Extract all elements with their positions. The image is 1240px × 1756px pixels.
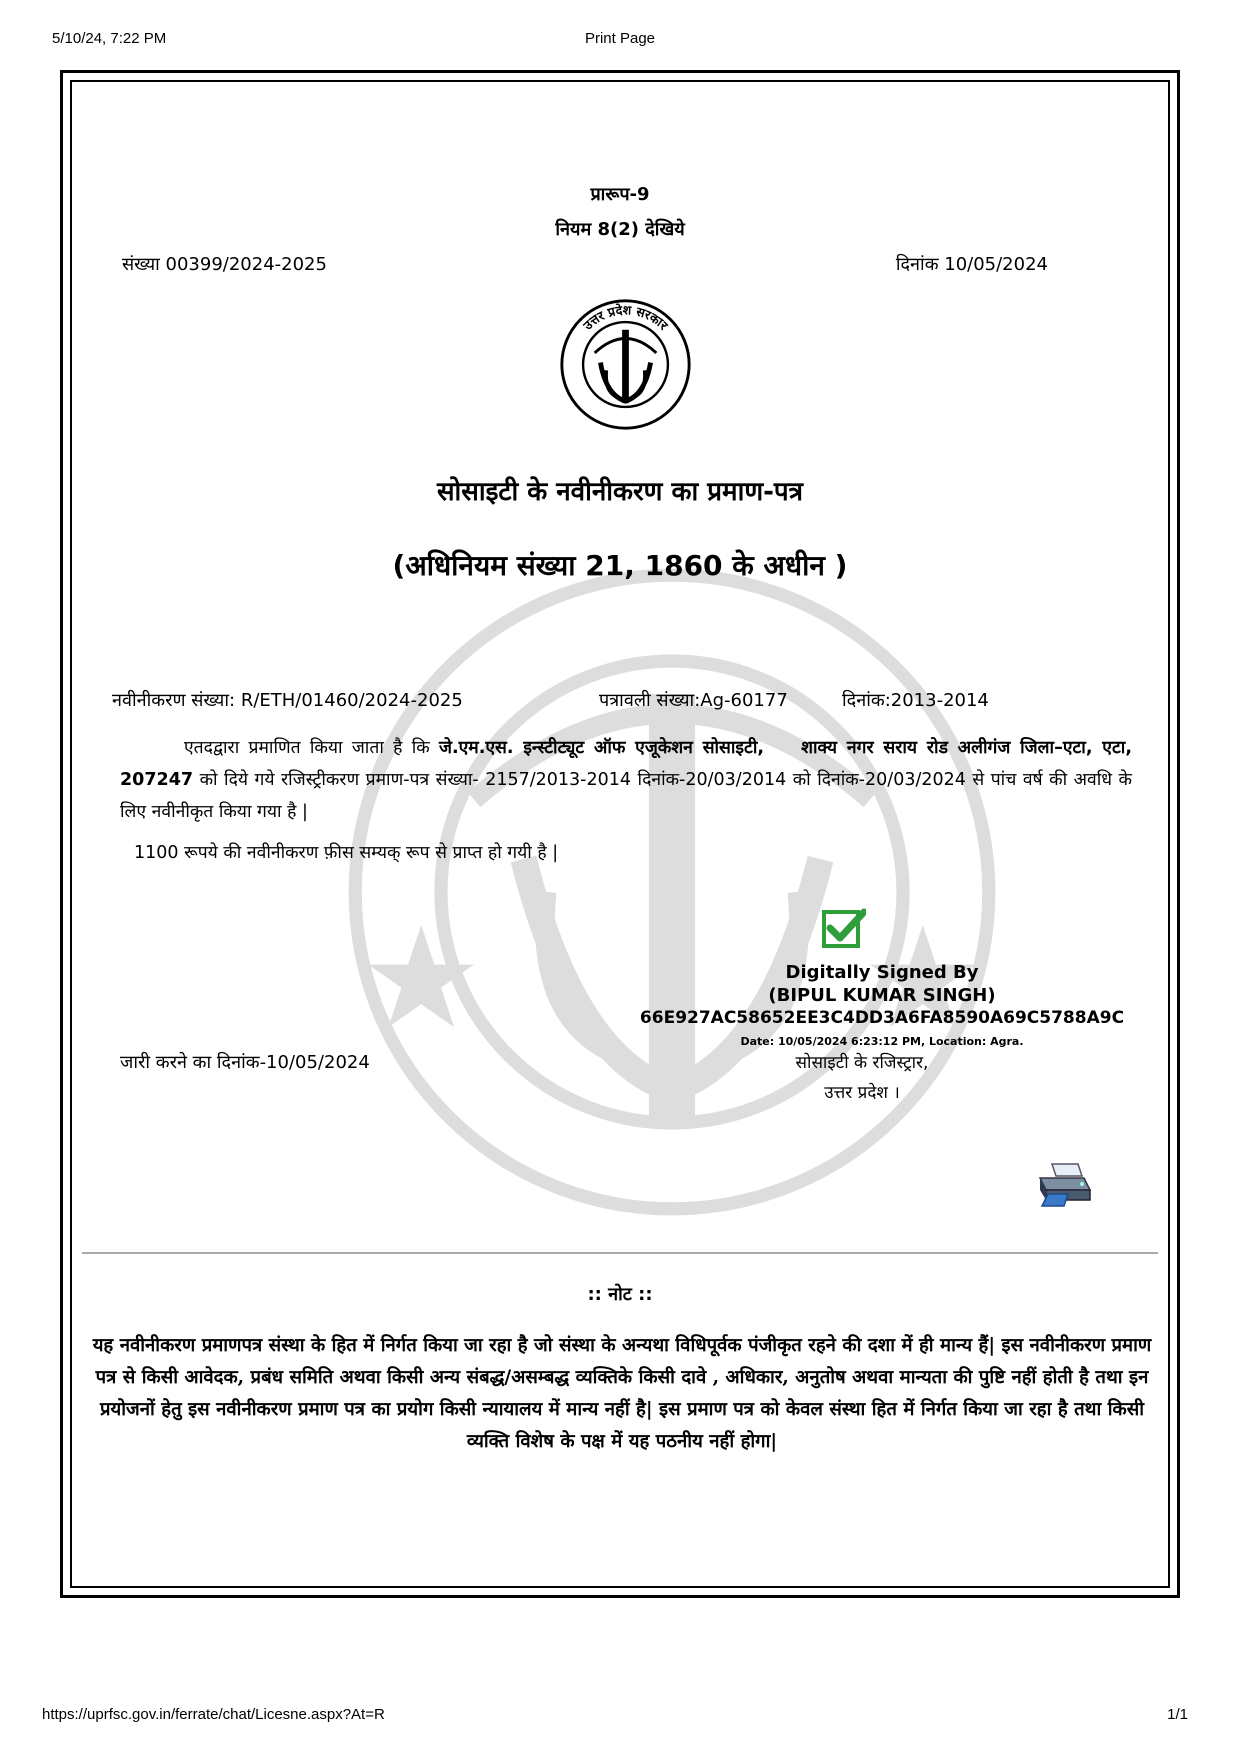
page-url: https://uprfsc.gov.in/ferrate/chat/Licesne.aspx?At=R	[42, 1706, 385, 1723]
reference-number: संख्या 00399/2024-2025	[122, 254, 327, 275]
certificate-title: सोसाइटी के नवीनीकरण का प्रमाण-पत्र	[436, 477, 804, 507]
p1-lead: एतदद्वारा प्रमाणित किया जाता है कि	[184, 738, 439, 758]
note-divider	[82, 1252, 1158, 1254]
watermark-emblem-icon	[342, 562, 1002, 1222]
signature-hash: 66E927AC58652EE3C4DD3A6FA8590A69C5788A9C	[639, 1008, 1125, 1028]
signature-label: Digitally Signed By	[785, 962, 979, 983]
signature-date-location: Date: 10/05/2024 6:23:12 PM, Location: Agra.	[740, 1035, 1024, 1048]
form-number: प्रारूप-9	[590, 184, 650, 205]
check-box-icon	[822, 908, 866, 948]
rule-reference: नियम 8(2) देखिये	[555, 219, 685, 240]
print-page-title: Print Page	[584, 30, 656, 47]
svg-text:उत्तर प्रदेश सरकार: उत्तर प्रदेश सरकार	[580, 302, 672, 333]
issue-date: जारी करने का दिनांक-10/05/2024	[120, 1052, 370, 1073]
society-address: शाक्य नगर सराय रोड अलीगंज जिला–एटा, एटा, 207247	[120, 738, 1132, 790]
print-footer	[42, 1706, 1188, 1728]
fee-receipt-line: 1100 रूपये की नवीनीकरण फ़ीस सम्यक् रूप से प्राप्त हो गयी है |	[134, 843, 559, 863]
renewal-number: नवीनीकरण संख्या: R/ETH/01460/2024-2025	[112, 690, 463, 711]
p1-rest: को दिये गये रजिस्ट्रीकरण प्रमाण-पत्र संख्या- 2157/2013-2014 दिनांक-20/03/2014 को दिनांक-20/03/2024 से पांच वर्ष की अवधि के लिए नवीनीकृत किया गया है |	[120, 770, 1132, 822]
society-name: जे.एम.एस. इन्स्टीट्यूट ऑफ एजूकेशन सोसाइटी,	[438, 738, 765, 758]
file-number: पत्रावली संख्या:Ag-60177	[599, 690, 788, 711]
print-timestamp: 5/10/24, 7:22 PM	[52, 30, 167, 47]
certificate	[70, 80, 1170, 1588]
registrar-title: सोसाइटी के रजिस्ट्रार,	[795, 1053, 929, 1073]
registration-period: दिनांक:2013-2014	[842, 690, 989, 711]
note-text: यह नवीनीकरण प्रमाणपत्र संस्था के हित में निर्गत किया जा रहा है जो संस्था के अन्यथा विधिपूर्वक पंजीकृत रहने की दशा में ही मान्य हैं| इस नवीनीकरण प्रमाण पत्र से किसी आवेदक, प्रबंध समिति अथवा किसी अन्य संबद्ध/असम्बद्ध व्यक्तिके किसी दावे , अधिकार, अनुतोष अथवा मान्यता की पुष्टि नहीं होती है तथा इन प्रयोजनों हेतु इस नवीनीकरण प्रमाण पत्र का प्रयोग किसी न्यायालय में मान्य नहीं है| इस प्रमाण पत्र को केवल संस्था हित में निर्गत किया जा रहा है तथा किसी व्यक्ति विशेष के पक्ष में यह पठनीय नहीं होगा|	[92, 1335, 1152, 1452]
page-number: 1/1	[1167, 1706, 1188, 1723]
print-header	[52, 30, 1188, 52]
signer-name: (BIPUL KUMAR SINGH)	[768, 985, 996, 1006]
certification-paragraph	[120, 732, 1132, 828]
certificate-date: दिनांक 10/05/2024	[895, 254, 1048, 275]
registrar-state: उत्तर प्रदेश ।	[824, 1083, 900, 1103]
note-heading: :: नोट ::	[587, 1284, 653, 1305]
printer-icon[interactable]	[1034, 1160, 1092, 1208]
up-government-seal-icon	[558, 297, 693, 432]
certificate-subtitle: (अधिनियम संख्या 21, 1860 के अधीन )	[392, 549, 848, 582]
